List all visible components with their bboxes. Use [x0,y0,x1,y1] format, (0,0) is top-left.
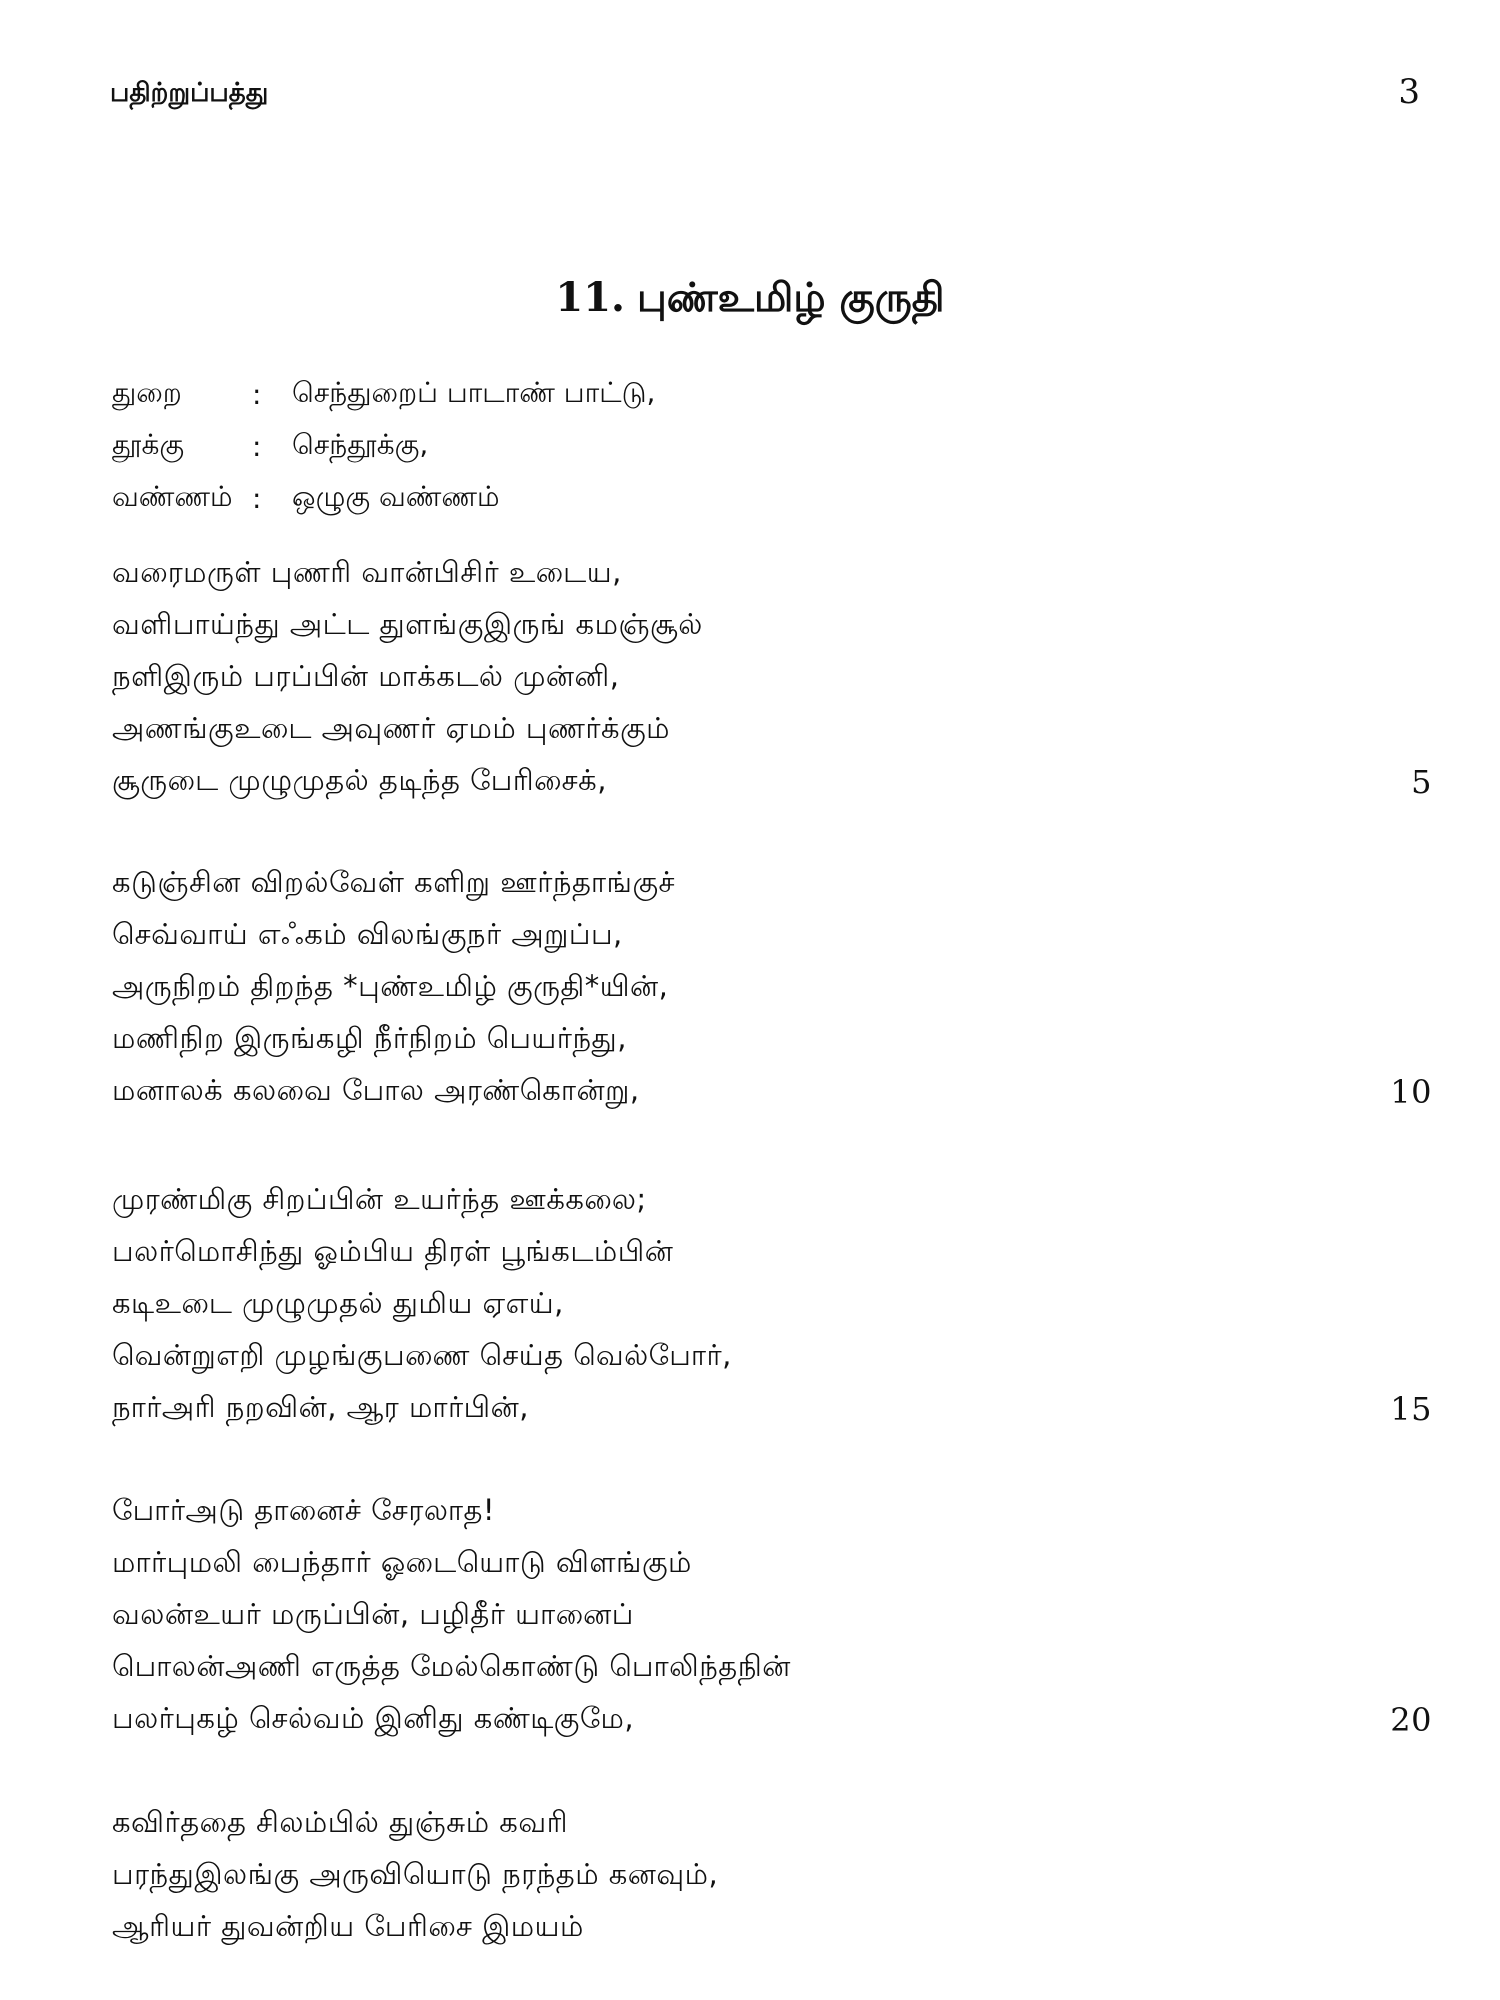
verse-line [112,858,1432,910]
verse-line [112,1642,1432,1694]
verse-text: மனாலக் கலவை போல அரண்கொன்று, [112,1073,640,1107]
verse-text: கடிஉடை முழுமுதல் துமிய ஏஎய், [112,1286,564,1320]
verse-line [112,1850,1432,1902]
meta-value: செந்துறைப் பாடாண் பாட்டு, [292,375,656,409]
verse-text: வரைமருள் புணரி வான்பிசிர் உடைய, [112,555,622,589]
running-title: பதிற்றுப்பத்து [110,78,269,108]
verse-line [112,1590,1432,1642]
verse-text: நார்அரி நறவின், ஆர மார்பின், [112,1390,529,1424]
poem-metadata [112,368,655,524]
line-number: 10 [1390,1073,1432,1111]
meta-colon: : [252,377,262,411]
verse-line [112,910,1432,962]
verse-text: மணிநிற இருங்கழி நீர்நிறம் பெயர்ந்து, [112,1021,627,1055]
verse-line [112,1331,1432,1383]
verse-line [112,1383,1432,1435]
line-number: 20 [1390,1701,1432,1739]
verse-line [112,756,1432,808]
verse-line [112,548,1432,600]
verse-text: பலர்புகழ் செல்வம் இனிது கண்டிகுமே, [112,1701,635,1735]
verse-text: பொலன்அணி எருத்த மேல்கொண்டு பொலிந்தநின் [112,1649,791,1683]
verse-text: சூருடை முழுமுதல் தடிந்த பேரிசைக், [112,763,607,797]
verse-text: கடுஞ்சின விறல்வேள் களிறு ஊர்ந்தாங்குச் [112,865,676,899]
verse-text: போர்அடு தானைச் சேரலாத! [112,1493,496,1527]
line-number: 5 [1411,763,1432,801]
meta-row-thookku [112,420,655,472]
verse-line [112,1227,1432,1279]
verse-text: வென்றுஎறி முழங்குபணை செய்த வெல்போர், [112,1338,732,1372]
verse-line [112,704,1432,756]
stanza-2 [112,858,1432,1118]
meta-value: ஒழுகு வண்ணம் [292,479,500,513]
meta-colon: : [252,481,262,515]
verse-text: செவ்வாய் எஃகம் விலங்குநர் அறுப்ப, [112,917,623,951]
verse-text: முரண்மிகு சிறப்பின் உயர்ந்த ஊக்கலை; [112,1182,647,1216]
verse-line [112,1279,1432,1331]
stanza-1 [112,548,1432,808]
page-number: 3 [1398,72,1420,112]
meta-colon: : [252,429,262,463]
verse-line [112,652,1432,704]
verse-text: அருநிறம் திறந்த *புண்உமிழ் குருதி*யின், [112,969,669,1003]
verse-line [112,1902,1432,1954]
meta-label: வண்ணம் [112,479,233,513]
line-number: 15 [1390,1390,1432,1428]
stanza-5 [112,1798,1432,1954]
stanza-4 [112,1486,1432,1746]
verse-line [112,600,1432,652]
meta-row-turai [112,368,655,420]
verse-text: நளிஇரும் பரப்பின் மாக்கடல் முன்னி, [112,659,620,693]
verse-text: வலன்உயர் மருப்பின், பழிதீர் யானைப் [112,1597,634,1631]
verse-line [112,1175,1432,1227]
verse-line [112,1538,1432,1590]
poem-number: 11. [555,274,625,321]
meta-row-vannam [112,472,655,524]
poem-title [0,274,1500,326]
verse-text: கவிர்ததை சிலம்பில் துஞ்சும் கவரி [112,1805,568,1839]
meta-value: செந்தூக்கு, [292,427,429,461]
meta-label: தூக்கு [112,427,185,461]
verse-line [112,1066,1432,1118]
verse-line [112,1014,1432,1066]
verse-line [112,962,1432,1014]
meta-label: துறை [112,375,182,409]
poem-title-text: புண்உமிழ் குருதி [636,275,945,321]
verse-text: பலர்மொசிந்து ஓம்பிய திரள் பூங்கடம்பின் [112,1234,674,1268]
verse-line [112,1486,1432,1538]
verse-line [112,1694,1432,1746]
stanza-3 [112,1175,1432,1435]
verse-text: மார்புமலி பைந்தார் ஓடையொடு விளங்கும் [112,1545,692,1579]
verse-text: பரந்துஇலங்கு அருவியொடு நரந்தம் கனவும், [112,1857,719,1891]
verse-line [112,1798,1432,1850]
verse-text: வளிபாய்ந்து அட்ட துளங்குஇருங் கமஞ்சூல் [112,607,703,641]
verse-text: அணங்குஉடை அவுணர் ஏமம் புணர்க்கும் [112,711,671,745]
verse-text: ஆரியர் துவன்றிய பேரிசை இமயம் [112,1909,584,1943]
